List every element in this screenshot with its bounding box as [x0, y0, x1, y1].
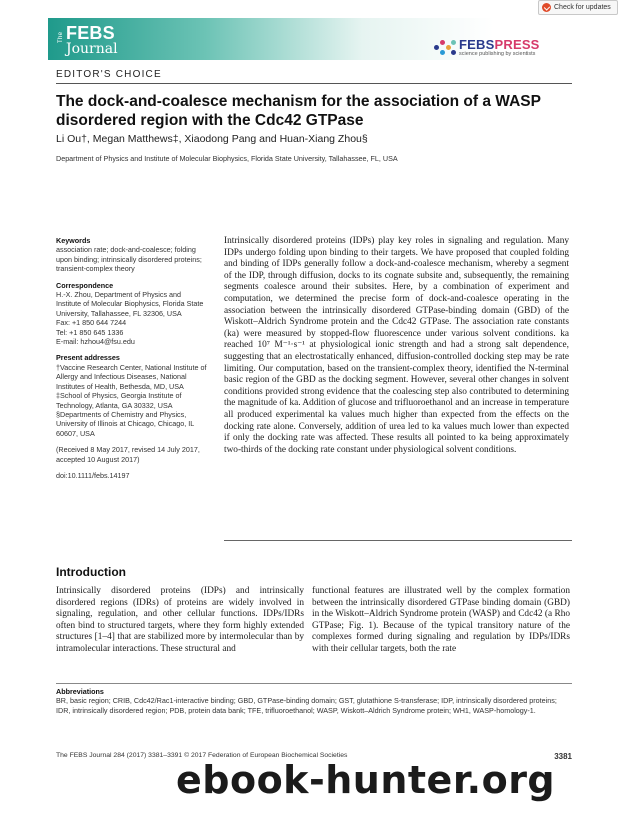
section-label: EDITOR'S CHOICE	[56, 69, 162, 80]
correspondence-fax: Fax: +1 850 644 7244	[56, 318, 127, 328]
present-addresses-heading: Present addresses	[56, 353, 120, 363]
correspondence-email[interactable]: E-mail: hzhou4@fsu.edu	[56, 337, 135, 347]
check-updates-label: Check for updates	[554, 4, 611, 11]
received-dates: (Received 8 May 2017, revised 14 July 2017, accepted 10 August 2017)	[56, 445, 200, 464]
check-for-updates-button[interactable]	[538, 0, 618, 15]
logo-the: The	[58, 31, 64, 43]
abbreviations-heading: Abbreviations	[56, 687, 104, 696]
abbreviations-text: BR, basic region; CRIB, Cdc42/Rac1-interactive binding; GBD, GTPase-binding domain; GST, glutathione S-transferase; IDP, intrinsically disordered proteins; IDR, intrinsically disordered region; PDB, protein data bank; TFE, trifluoroethanol; WASP, Wiskott–Aldrich Syndrome protein; WH1, WASP-homology-1.	[56, 696, 557, 715]
press-press: PRESS	[494, 37, 540, 52]
abstract-divider	[224, 540, 572, 541]
keywords-text: association rate; dock-and-coalesce; folding upon binding; intrinsically disordered proteins; transient-complex theory	[56, 245, 202, 274]
press-tagline: science publishing by scientists	[459, 51, 536, 57]
abbreviations-divider	[56, 683, 572, 684]
watermark: ebook-hunter.org	[176, 758, 556, 802]
keywords-heading: Keywords	[56, 236, 91, 245]
febs-press-logo	[434, 38, 540, 58]
abstract-text: Intrinsically disordered proteins (IDPs) play key roles in signaling and regulation. Many IDPs undergo folding upon binding to their targets. We have proposed that coupled folding and binding of IDPs generally follow a dock-and-coalesce mechanism, whereby a segment of the IDP, through diffusion, docks to its cognate subsite and, subsequently, the remaining segments coalesce around their subsites. Here, by a combination of experiment and computation, we determined the precise form of dock-and-coalesce operating in the association between the intrinsically disordered GTPase-binding domain (GBD) of the Wiskott–Aldrich Syndrome protein and the Cdc42 GTPase. The association rate constants (ka) were measured by stopped-flow fluorescence under various solvent conditions. ka reached 10⁷ M⁻¹·s⁻¹ at physiological ionic strength and had a strong salt dependence, suggesting that an electrostatically enhanced, diffusion-controlled docking step may be rate limiting. Our computation, based on the transient-complex theory, identified the N-terminal basic region of the GBD as the docking segment. However, several other changes in solvent conditions provided strong evidence that the coalescing step also contributed to determining the magnitude of ka. Addition of glucose and trifluoroethanol and an increase in temperature all produced experimental ka values much higher than expected from the effects on the docking rate alone. Conversely, addition of urea led to ka values much lower than expected if only the docking rate was affected. These results all pointed to ka being approximately two-thirds of the docking rate constant under physiological solvent conditions.	[224, 236, 569, 455]
present-address-3: §Departments of Chemistry and Physics, University of Illinois at Chicago, Chicago, IL 60607, USA	[56, 409, 194, 438]
press-dots-icon	[434, 39, 456, 57]
article-title: The dock-and-coalesce mechanism for the association of a WASP disordered region with the Cdc42 GTPase	[56, 93, 541, 129]
logo-journal: Journal	[66, 41, 118, 57]
correspondence-address: H.-X. Zhou, Department of Physics and Institute of Molecular Biophysics, Florida State University, Tallahassee, FL 32306, USA	[56, 290, 204, 318]
article-authors: Li Ou†, Megan Matthews‡, Xiaodong Pang and Huan-Xiang Zhou§	[56, 133, 368, 145]
present-address-2: ‡School of Physics, Georgia Institute of Technology, Atlanta, GA 30332, USA	[56, 391, 182, 410]
abbreviations-block	[56, 687, 572, 715]
header-divider	[56, 83, 572, 84]
article-affiliation: Department of Physics and Institute of Molecular Biophysics, Florida State University, Tallahassee, FL, USA	[56, 154, 398, 163]
article-sidebar	[56, 236, 208, 487]
logo-febs: FEBS	[66, 23, 115, 43]
footer-citation: The FEBS Journal 284 (2017) 3381–3391 © 2017 Federation of European Biochemical Societies	[56, 752, 348, 759]
introduction-column-1: Intrinsically disordered proteins (IDPs) and intrinsically disordered regions (IDRs) of proteins are widely involved in signaling, regulation, and other cellular functions. IDPs/IDRs often bind to structured targets, where they form highly extended structures [1–4] that are stabilized more by intermolecular than by intramolecular interactions. These structural and	[56, 586, 304, 654]
correspondence-tel: Tel: +1 850 645 1336	[56, 327, 124, 337]
introduction-heading: Introduction	[56, 565, 126, 579]
press-febs: FEBS	[459, 37, 495, 52]
doi-link[interactable]: doi:10.1111/febs.14197	[56, 470, 130, 480]
page-number: 3381	[554, 752, 572, 761]
introduction-column-2: functional features are illustrated well by the complex formation between the intrinsically disordered GTPase binding domain (GBD) in the Wiskott–Aldrich Syndrome protein (WASP) and Cdc42 (a Rho GTPase; Fig. 1). Because of the typical transitory nature of the complexes formed during signaling and regulation by IDPs/IDRs with their cellular targets, both the rate	[312, 586, 570, 654]
check-updates-icon	[542, 3, 551, 12]
correspondence-heading: Correspondence	[56, 280, 114, 290]
present-address-1: †Vaccine Research Center, National Institute of Allergy and Infectious Diseases, National Institutes of Health, Bethesda, MD, USA	[56, 362, 207, 391]
